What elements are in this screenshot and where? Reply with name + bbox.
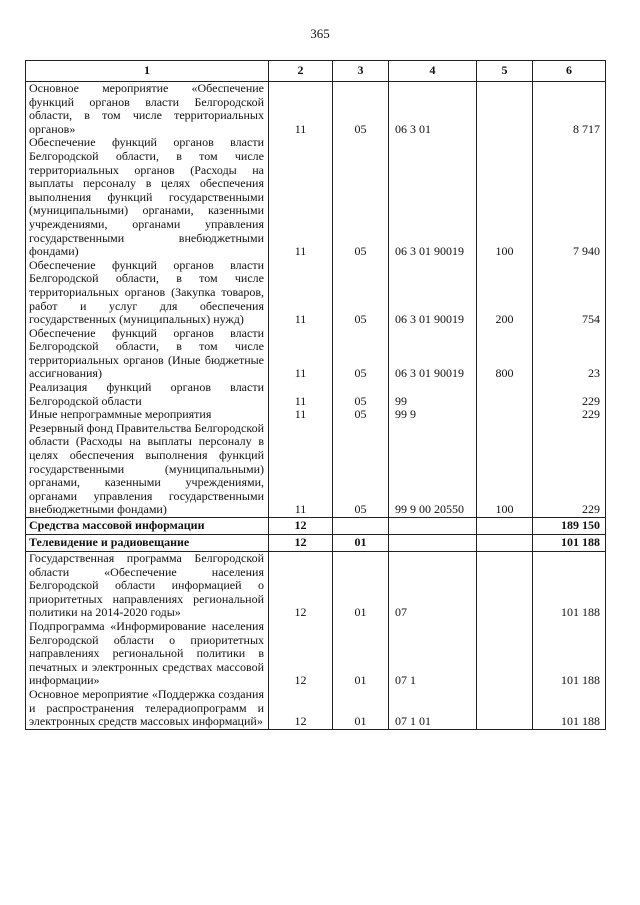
row-cell-c4: 06 3 01 90019: [389, 136, 477, 258]
row-cell-c6: 101 188: [533, 620, 606, 688]
row-cell-c5: [477, 82, 533, 137]
row-cell-c5: [477, 518, 533, 535]
row-cell-c5: 800: [477, 327, 533, 381]
page-number: 365: [310, 26, 330, 41]
row-cell-c2: 12: [269, 688, 333, 729]
row-cell-c2: 11: [269, 381, 333, 408]
row-cell-c4: 07 1: [389, 620, 477, 688]
row-cell-c2: 12: [269, 535, 333, 552]
table-row: [26, 620, 606, 688]
row-cell-c2: 11: [269, 259, 333, 327]
row-cell-c5: [477, 381, 533, 408]
row-description: Обеспечение функций органов власти Белгородской области, в том числе территориальных органов (Расходы на выплаты персоналу в целях обеспечения выполнения функций государственными (муниципальными) органами, казенными учреждениями, органами управления государственными внебюджетными фондами): [26, 136, 269, 258]
table-row: [26, 381, 606, 408]
column-header: 5: [477, 61, 533, 82]
row-cell-c6: 101 188: [533, 535, 606, 552]
table-row: [26, 82, 606, 137]
table-row: [26, 552, 606, 620]
row-description: Обеспечение функций органов власти Белгородской области, в том числе территориальных органов (Иные бюджетные ассигнования): [26, 327, 269, 381]
row-cell-c4: 06 3 01: [389, 82, 477, 137]
row-cell-c2: 11: [269, 327, 333, 381]
row-cell-c6: 101 188: [533, 552, 606, 620]
budget-table: [25, 60, 606, 730]
row-cell-c6: 229: [533, 408, 606, 422]
table-row: [26, 535, 606, 552]
row-description: Телевидение и радиовещание: [26, 535, 269, 552]
row-cell-c3: 05: [333, 259, 389, 327]
row-cell-c4: 06 3 01 90019: [389, 327, 477, 381]
row-cell-c5: 200: [477, 259, 533, 327]
row-description: Государственная программа Белгородской области «Обеспечение населения Белгородской области информацией о приоритетных направлениях региональной политики на 2014-2020 годы»: [26, 552, 269, 620]
row-cell-c6: 101 188: [533, 688, 606, 729]
table-row: [26, 327, 606, 381]
row-cell-c6: 7 940: [533, 136, 606, 258]
row-cell-c2: 11: [269, 408, 333, 422]
row-cell-c2: 11: [269, 82, 333, 137]
row-cell-c2: 12: [269, 620, 333, 688]
row-cell-c6: 8 717: [533, 82, 606, 137]
row-cell-c6: 229: [533, 422, 606, 518]
row-description: Подпрограмма «Информирование населения Белгородской области о приоритетных направлениях региональной политики в печатных и электронных средствах массовой информации»: [26, 620, 269, 688]
row-cell-c3: 05: [333, 327, 389, 381]
row-description: Средства массовой информации: [26, 518, 269, 535]
table-row: [26, 259, 606, 327]
row-cell-c4: 07: [389, 552, 477, 620]
row-cell-c5: 100: [477, 422, 533, 518]
row-description: Реализация функций органов власти Белгородской области: [26, 381, 269, 408]
row-cell-c5: [477, 688, 533, 729]
row-cell-c3: 05: [333, 422, 389, 518]
row-cell-c3: 05: [333, 136, 389, 258]
row-cell-c6: 189 150: [533, 518, 606, 535]
row-cell-c6: 229: [533, 381, 606, 408]
row-cell-c5: [477, 620, 533, 688]
table-row: [26, 408, 606, 422]
row-cell-c3: 01: [333, 552, 389, 620]
row-description: Обеспечение функций органов власти Белгородской области, в том числе территориальных органов (Закупка товаров, работ и услуг для обеспечения государственных (муниципальных) нужд): [26, 259, 269, 327]
column-header: 2: [269, 61, 333, 82]
row-cell-c6: 754: [533, 259, 606, 327]
row-cell-c3: 05: [333, 381, 389, 408]
row-cell-c4: 99 9: [389, 408, 477, 422]
row-cell-c4: [389, 518, 477, 535]
row-cell-c5: [477, 408, 533, 422]
table-row: [26, 688, 606, 729]
header-row: [26, 61, 606, 82]
row-cell-c3: 05: [333, 82, 389, 137]
row-cell-c4: 07 1 01: [389, 688, 477, 729]
row-cell-c4: [389, 535, 477, 552]
row-cell-c5: 100: [477, 136, 533, 258]
row-cell-c4: 06 3 01 90019: [389, 259, 477, 327]
row-cell-c4: 99 9 00 20550: [389, 422, 477, 518]
row-description: Основное мероприятие «Поддержка создания и распространения телерадиопрограмм и электронных средств массовых информаций»: [26, 688, 269, 729]
row-description: Резервный фонд Правительства Белгородской области (Расходы на выплаты персоналу в целях обеспечения выполнения функций государственными (муниципальными) органами, казенными учреждениями, органами управления государственными внебюджетными фондами): [26, 422, 269, 518]
row-cell-c4: 99: [389, 381, 477, 408]
column-header: 1: [26, 61, 269, 82]
table-row: [26, 518, 606, 535]
row-description: Основное мероприятие «Обеспечение функций органов власти Белгородской области, в том числе территориальных органов»: [26, 82, 269, 137]
row-cell-c5: [477, 552, 533, 620]
table-row: [26, 136, 606, 258]
row-cell-c2: 11: [269, 422, 333, 518]
row-cell-c3: [333, 518, 389, 535]
column-header: 6: [533, 61, 606, 82]
row-cell-c3: 01: [333, 620, 389, 688]
row-cell-c2: 11: [269, 136, 333, 258]
row-cell-c3: 01: [333, 535, 389, 552]
row-cell-c5: [477, 535, 533, 552]
row-cell-c2: 12: [269, 518, 333, 535]
row-cell-c3: 05: [333, 408, 389, 422]
column-header: 4: [389, 61, 477, 82]
table-row: [26, 422, 606, 518]
row-cell-c3: 01: [333, 688, 389, 729]
row-description: Иные непрограммные мероприятия: [26, 408, 269, 422]
column-header: 3: [333, 61, 389, 82]
row-cell-c6: 23: [533, 327, 606, 381]
row-cell-c2: 12: [269, 552, 333, 620]
